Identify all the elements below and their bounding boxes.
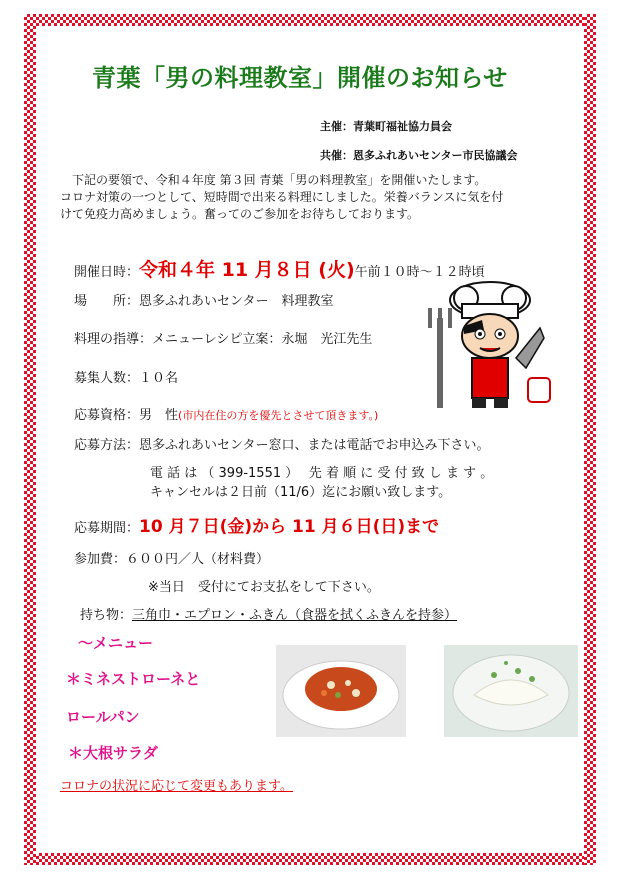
period-row (74, 512, 439, 537)
menu-item-2: ＊大根サラダ (68, 744, 158, 762)
bring-label: 持ち物： (80, 608, 133, 623)
intro-line-2: コロナ対策の一つとして、短時間で出来る料理にしました。栄養バランスに気を付 (60, 190, 504, 204)
date-time: 午前１０時～１２時頃 (354, 265, 485, 280)
page-title: 青葉「男の料理教室」開催のお知らせ (92, 64, 508, 92)
intro-paragraph (60, 172, 503, 223)
bring-row (80, 604, 457, 623)
cancel-line: キャンセルは２日前（11/6）迄にお願い致します。 (150, 485, 452, 500)
apron-icon (472, 358, 508, 398)
bring-value: 三角巾・エプロン・ふきん（食器を拭くふきんを持参） (132, 608, 458, 623)
qualification-note: (市内在住の方を優先とさせて頂きます。) (178, 409, 379, 422)
border-right (584, 14, 596, 865)
qualification-value: 男 性 (139, 408, 179, 423)
menu-item-1b: ロールパン (66, 708, 140, 726)
method-row (74, 434, 490, 453)
qualification-label: 応募資格： (74, 408, 140, 423)
phone-line: 電 話 は （ 399-1551 ） 先 着 順 に 受 付 致 し ま す 。 (150, 466, 494, 481)
menu-item-1a: ＊ミネストローネと (66, 670, 201, 688)
minestrone-photo (276, 645, 406, 737)
knife-icon (516, 328, 544, 368)
instructor-row (74, 328, 372, 347)
period-label: 応募期間： (74, 521, 140, 536)
intro-line-1: 下記の要領で、令和４年度 第３回 青葉「男の料理教室」を開催いたします。 (72, 173, 487, 187)
place-value: 恩多ふれあいセンター 料理教室 (139, 294, 334, 309)
qualification-row (74, 404, 378, 423)
fee-note: ※当日 受付にてお支払をして下さい。 (148, 580, 380, 595)
fee-row (74, 548, 269, 567)
cohost-organizer: 共催：恩多ふれあいセンター市民協議会 (320, 149, 518, 162)
footer-note: コロナの状況に応じて変更もあります。 (60, 779, 293, 794)
date-label: 開催日時： (74, 265, 140, 280)
chef-hat-icon (450, 282, 530, 318)
instructor-value: メニューレシピ立案：永堀 光江先生 (152, 332, 373, 347)
capacity-label: 募集人数： (74, 371, 140, 386)
period-value: 10 月７日(金)から 11 月６日(日)まで (139, 517, 440, 537)
place-row (74, 290, 334, 309)
method-label: 応募方法： (74, 438, 140, 453)
border-bottom (24, 853, 596, 865)
menu-heading: ～メニュー (78, 634, 154, 652)
instructor-label: 料理の指導： (74, 332, 153, 347)
border-left (24, 14, 36, 865)
fee-label: 参加費： (74, 552, 127, 567)
chef-illustration (420, 278, 560, 418)
fee-value: ６００円／人（材料費） (126, 552, 270, 567)
border-top (24, 14, 596, 26)
capacity-row (74, 367, 178, 386)
method-value: 恩多ふれあいセンター窓口、または電話でお申込み下さい。 (139, 438, 490, 453)
host-organizer: 主催：青葉町福祉協力員会 (320, 120, 452, 133)
daikon-salad-photo (444, 645, 578, 737)
capacity-value: １０名 (139, 371, 179, 386)
seal-stamp-icon (528, 378, 550, 402)
intro-line-3: けて免疫力高めましょう。奮ってのご参加をお待ちしております。 (60, 207, 420, 221)
date-value: 令和４年 11 月８日 (火) (139, 259, 355, 281)
place-label: 場 所： (74, 294, 140, 309)
